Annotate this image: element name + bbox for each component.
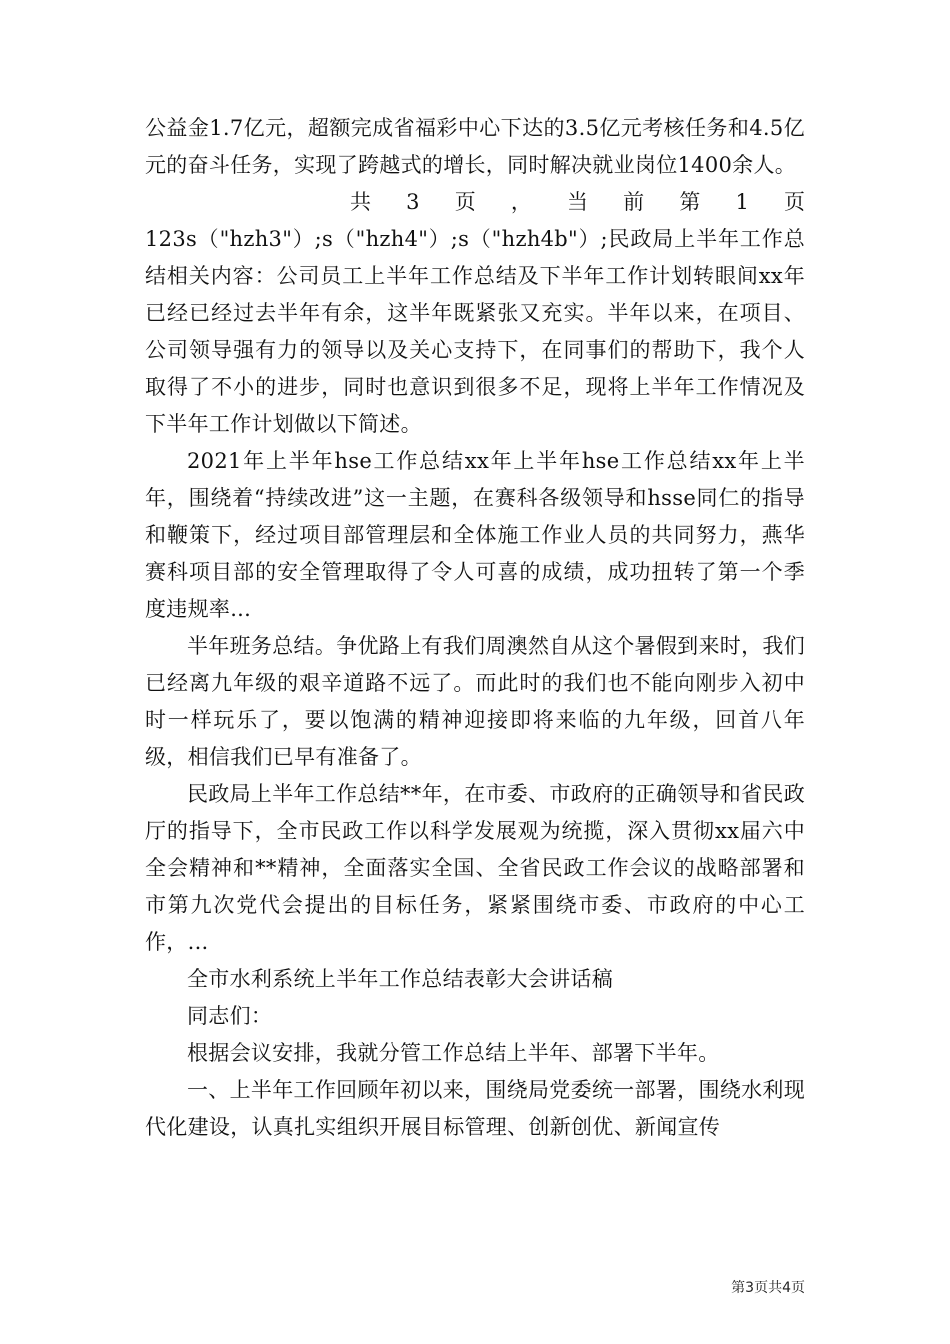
pager-token: 第 (679, 190, 701, 214)
page-count-line (145, 184, 805, 221)
pager-token: 当 (567, 190, 588, 214)
paragraph-class-summary: 半年班务总结。争优路上有我们周澳然自从这个暑假到来时，我们已经离九年级的艰辛道路不远了。而此时的我们也不能向刚步入初中时一样玩乐了，要以饱满的精神迎接即将来临的九年级，回首八年级，相信我们已早有准备了。 (145, 634, 805, 769)
paragraph-hse-summary: 2021年上半年hse工作总结xx年上半年hse工作总结xx年上半年，围绕着“持续改进”这一主题，在赛科各级领导和hsse同仁的指导和鞭策下，经过项目部管理层和全体施工作业人员的共同努力，燕华赛科项目部的安全管理取得了令人可喜的成绩，成功扭转了第一个季度违规率... (145, 449, 805, 621)
pager-token: 3 (406, 190, 420, 214)
paragraph-related-content: 123s（"hzh3"）;s（"hzh4"）;s（"hzh4b"）;民政局上半年工作总结相关内容：公司员工上半年工作总结及下半年工作计划转眼间xx年已经已经过去半年有余，这半年既紧张又充实。半年以来，在项目、公司领导强有力的领导以及关心支持下，在同事们的帮助下，我个人取得了不小的进步，同时也意识到很多不足，现将上半年工作情况及下半年工作计划做以下简述。 (145, 227, 805, 436)
pager-token: 页 (784, 190, 805, 214)
paragraph-salutation: 同志们： (187, 1004, 273, 1028)
paragraph-speech-title: 全市水利系统上半年工作总结表彰大会讲话稿 (187, 967, 613, 991)
paragraph-civil-affairs: 民政局上半年工作总结**年，在市委、市政府的正确领导和省民政厅的指导下，全市民政工作以科学发展观为统揽，深入贯彻xx届六中全会精神和**精神，全面落实全国、全省民政工作会议的战略部署和市第九次党代会提出的目标任务，紧紧围绕市委、市政府的中心工作，... (145, 782, 805, 954)
pager-token: ， (510, 190, 532, 214)
page-footer: 第3页共4页 (731, 1280, 805, 1296)
pager-token: 前 (623, 190, 645, 214)
pager-token: 共 (350, 190, 371, 214)
paragraph-lottery-fund: 公益金1.7亿元，超额完成省福彩中心下达的3.5亿元考核任务和4.5亿元的奋斗任务，实现了跨越式的增长，同时解决就业岗位1400余人。 (145, 116, 805, 177)
pager-token: 页 (454, 190, 476, 214)
document-body (145, 110, 805, 1146)
pager-token: 1 (735, 190, 749, 214)
paragraph-meeting-arrangement: 根据会议安排，我就分管工作总结上半年、部署下半年。 (187, 1041, 720, 1065)
paragraph-first-half-review: 一、上半年工作回顾年初以来，围绕局党委统一部署，围绕水利现代化建设，认真扎实组织开展目标管理、创新创优、新闻宣传 (145, 1078, 805, 1139)
